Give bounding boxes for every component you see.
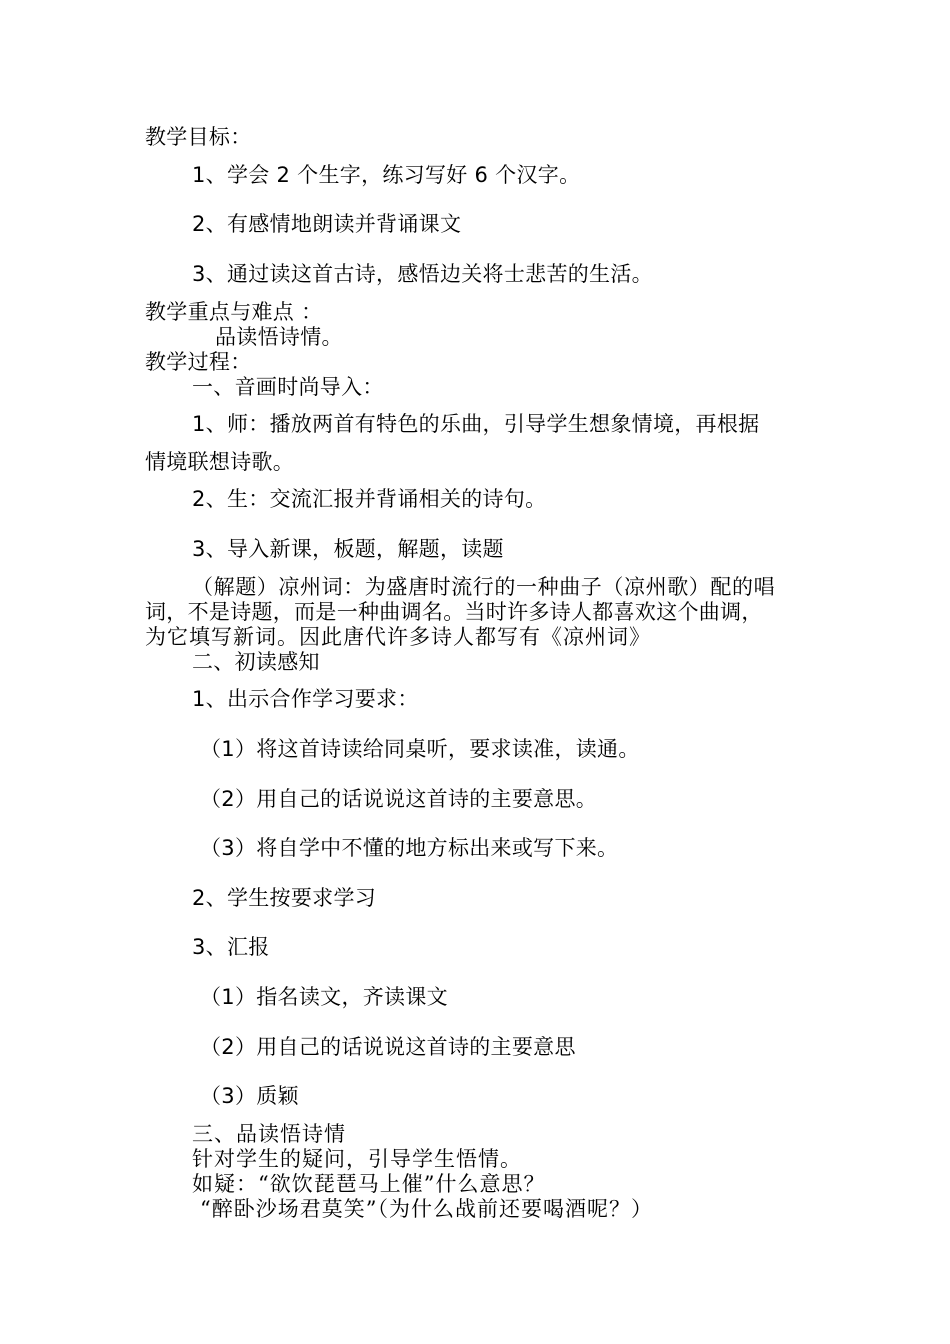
- section-3-line-3: “醉卧沙场君莫笑”（为什么战前还要喝酒呢？）: [200, 1197, 653, 1221]
- section-2-item-2: 2、学生按要求学习: [192, 886, 377, 910]
- explain-line-1: （解题）凉州词：为盛唐时流行的一种曲子（凉州歌）配的唱: [192, 575, 776, 599]
- key-points: 品读悟诗情。: [215, 325, 343, 349]
- report-1: （1）指名读文，齐读课文: [200, 985, 448, 1009]
- requirement-3: （3）将自学中不懂的地方标出来或写下来。: [200, 836, 619, 860]
- section-2-title: 二、初读感知: [192, 650, 320, 674]
- goals-heading: 教学目标：: [145, 125, 252, 149]
- report-2: （2）用自己的话说说这首诗的主要意思: [200, 1035, 576, 1059]
- explain-line-3: 为它填写新词。因此唐代许多诗人都写有《凉州词》: [145, 625, 651, 649]
- goal-3: 3、通过读这首古诗，感悟边关将士悲苦的生活。: [192, 262, 653, 286]
- section-2-item-3: 3、汇报: [192, 935, 270, 959]
- section-1-item-1-line-2: 情境联想诗歌。: [145, 450, 295, 474]
- goal-2: 2、有感情地朗读并背诵课文: [192, 212, 462, 236]
- section-2-item-1: 1、出示合作学习要求：: [192, 687, 419, 711]
- section-1-item-3: 3、导入新课，板题，解题，读题: [192, 537, 504, 561]
- section-1-title: 一、音画时尚导入：: [192, 375, 384, 399]
- section-3-line-1: 针对学生的疑问，引导学生悟情。: [192, 1147, 522, 1171]
- section-3-title: 三、品读悟诗情: [192, 1122, 346, 1146]
- explain-line-2: 词，不是诗题，而是一种曲调名。当时许多诗人都喜欢这个曲调，: [145, 600, 763, 624]
- section-3-line-2: 如疑：“欲饮琵琶马上催”什么意思？: [192, 1172, 546, 1196]
- requirement-2: （2）用自己的话说说这首诗的主要意思。: [200, 787, 598, 811]
- requirement-1: （1）将这首诗读给同桌听，要求读准，读通。: [200, 737, 640, 761]
- report-3: （3）质颖: [200, 1084, 299, 1108]
- section-1-item-2: 2、生：交流汇报并背诵相关的诗句。: [192, 487, 547, 511]
- goal-1: 1、学会 2 个生字，练习写好 6 个汉字。: [192, 163, 581, 187]
- key-points-heading: 教学重点与难点 ：: [145, 300, 323, 324]
- section-1-item-1-line-1: 1、师：播放两首有特色的乐曲，引导学生想象情境，再根据: [192, 412, 760, 436]
- process-heading: 教学过程：: [145, 350, 252, 374]
